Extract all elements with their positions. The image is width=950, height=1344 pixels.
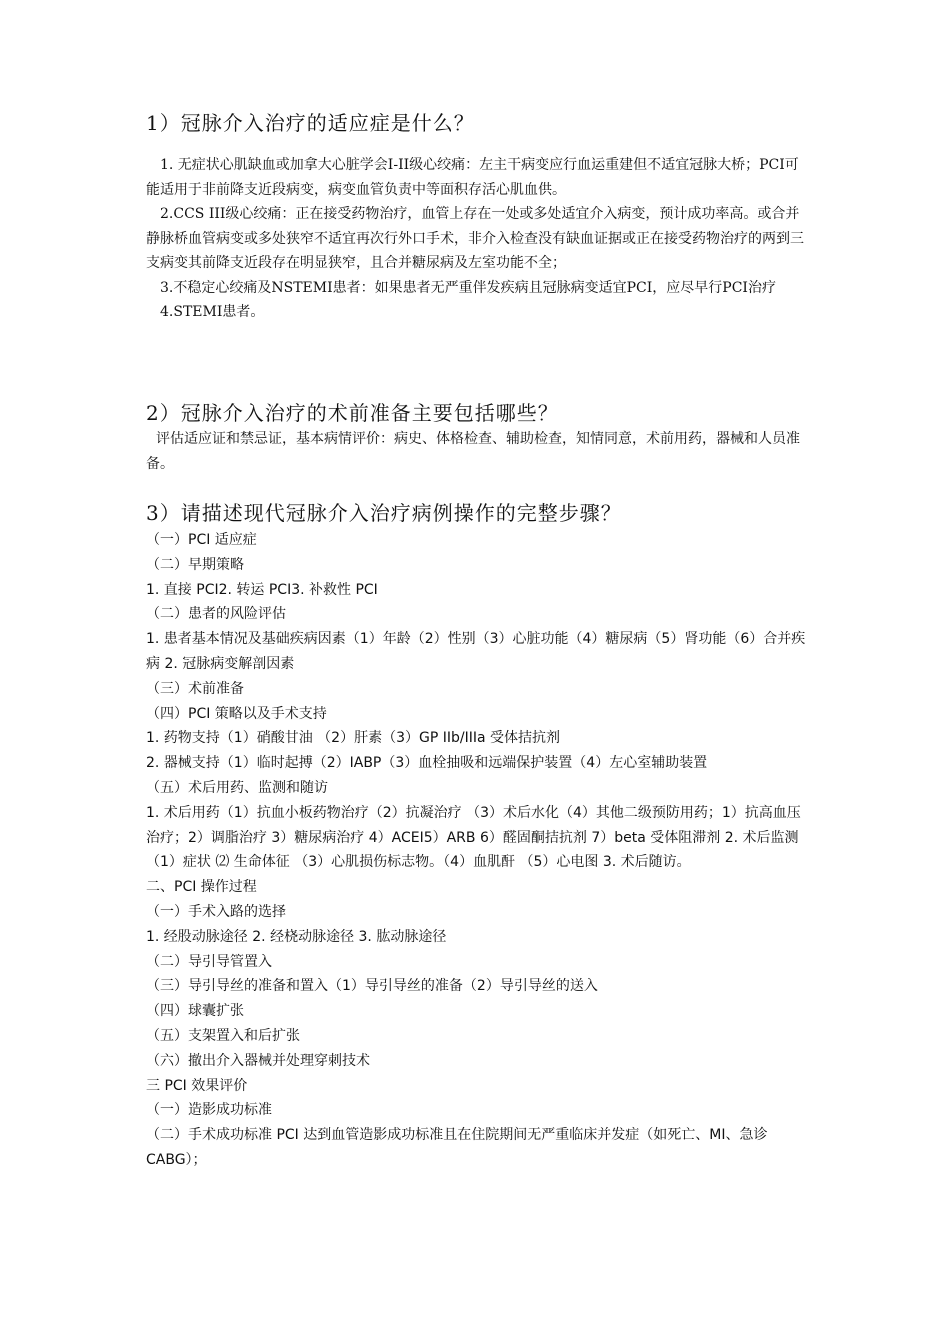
list-item: （二）早期策略	[146, 556, 244, 573]
list-item: （一）PCI 适应症	[146, 532, 257, 548]
list-item: （二）患者的风险评估	[146, 606, 286, 623]
list-item: （四）PCI 策略以及手术支持	[146, 705, 327, 722]
list-item: 1. 经股动脉途径 2. 经桡动脉途径 3. 肱动脉途径	[146, 928, 447, 945]
section-3-body	[146, 528, 810, 1173]
list-item: （三）导引导丝的准备和置入（1）导引导丝的准备（2）导引导丝的送入	[146, 978, 598, 995]
list-item: 1. 药物支持（1）硝酸甘油 （2）肝素（3）GP IIb/IIIa 受体拮抗剂	[146, 730, 560, 747]
list-item: 二、PCI 操作过程	[146, 879, 257, 896]
list-item: （一）手术入路的选择	[146, 903, 286, 920]
list-item: 1. 术后用药（1）抗血小板药物治疗（2）抗凝治疗 （3）术后水化（4）其他二级预防用药；1）抗高血压治疗；2）调脂治疗 3）糖尿病治疗 4）ACEI5）ARB 6）醛固酮拮抗剂 7）beta 受体阻滞剂 2. 术后监测（1）症状 ⑵ 生命体征 （3）心肌损伤标志物。（4）血肌酐 （5）心电图 3. 术后随访。	[146, 804, 801, 871]
section-3-heading: 3）请描述现代冠脉介入治疗病例操作的完整步骤？	[146, 501, 622, 525]
section-2-heading: 2）冠脉介入治疗的术前准备主要包括哪些？	[146, 401, 559, 425]
list-item: （四）球囊扩张	[146, 1003, 244, 1020]
section-2-body	[146, 427, 810, 476]
list-item: 1. 患者基本情况及基础疾病因素（1）年龄（2）性别（3）心脏功能（4）糖尿病（5）肾功能（6）合并疾病 2. 冠脉病变解剖因素	[146, 631, 806, 672]
list-item: （六）撤出介入器械并处理穿刺技术	[146, 1052, 370, 1069]
section-1-body	[146, 153, 810, 325]
paragraph: 1. 无症状心肌缺血或加拿大心脏学会I-II级心绞痛：左主干病变应行血运重建但不适宜冠脉大桥；PCI可能适用于非前降支近段病变，病变血管负责中等面积存活心肌血供。	[146, 157, 799, 198]
paragraph: 4.STEMI患者。	[160, 304, 265, 320]
list-item: 1. 直接 PCI2. 转运 PCI3. 补救性 PCI	[146, 581, 378, 598]
list-item: （一）造影成功标准	[146, 1102, 272, 1119]
section-1-heading: 1）冠脉介入治疗的适应症是什么？	[146, 111, 475, 135]
paragraph: 2.CCS III级心绞痛：正在接受药物治疗，血管上存在一处或多处适宜介入病变，预计成功率高。或合并静脉桥血管病变或多处狭窄不适宜再次行外口手术，非介入检查没有缺血证据或正在接受药物治疗的两到三支病变其前降支近段存在明显狭窄，且合并糖尿病及左室功能不全；	[146, 206, 804, 271]
paragraph: 3.不稳定心绞痛及NSTEMI患者：如果患者无严重伴发疾病且冠脉病变适宜PCI，应尽早行PCI治疗	[160, 279, 776, 296]
list-item: 2. 器械支持（1）临时起搏（2）IABP（3）血栓抽吸和远端保护装置（4）左心室辅助装置	[146, 755, 708, 772]
list-item: （二）导引导管置入	[146, 953, 272, 970]
paragraph: 评估适应证和禁忌证，基本病情评价：病史、体格检查、辅助检查，知情同意，术前用药，器械和人员准备。	[146, 431, 800, 472]
list-item: （五）支架置入和后扩张	[146, 1027, 300, 1044]
list-item: （三）术前准备	[146, 680, 244, 697]
list-item: （二）手术成功标准 PCI 达到血管造影成功标准且在住院期间无严重临床并发症（如死亡、MI、急诊 CABG）；	[146, 1127, 768, 1168]
list-item: （五）术后用药、监测和随访	[146, 779, 328, 796]
list-item: 三 PCI 效果评价	[146, 1077, 248, 1094]
